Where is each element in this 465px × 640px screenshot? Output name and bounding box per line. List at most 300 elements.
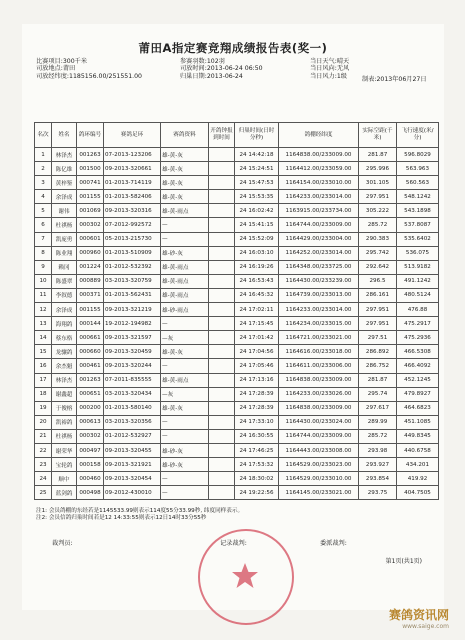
- cell-clock-time: [209, 260, 235, 274]
- table-row: [35, 415, 439, 429]
- cell-distance: 285.72: [359, 218, 397, 232]
- release-label: 司放时间:: [180, 65, 207, 73]
- cell-rank: 19: [35, 401, 52, 415]
- cell-arrival-time: 24 15:24:51: [235, 162, 279, 176]
- cell-speed: 451.1085: [397, 415, 439, 429]
- cell-band: 07-2012-992572: [104, 218, 161, 232]
- cell-arrival-time: 24 15:52:09: [235, 232, 279, 246]
- cell-distance: 301.105: [359, 176, 397, 190]
- table-row: [35, 232, 439, 246]
- cell-rank: 8: [35, 246, 52, 260]
- cell-arrival-time: 24 17:05:46: [235, 359, 279, 373]
- cell-coordinates: 1164744.00/233009.00: [279, 429, 359, 443]
- cell-speed: 440.6758: [397, 443, 439, 457]
- table-row: [35, 458, 439, 472]
- cell-band: 09-2013-321921: [104, 458, 161, 472]
- cell-profile: 雄-黄-雨点: [161, 260, 209, 274]
- cell-band: 01-2013-580140: [104, 401, 161, 415]
- cell-ring-no: 001263: [77, 373, 104, 387]
- cell-name: 杜祺杨: [52, 429, 77, 443]
- cell-profile: —: [161, 429, 209, 443]
- cell-clock-time: [209, 401, 235, 415]
- cell-distance: 297.51: [359, 331, 397, 345]
- cell-ring-no: 000302: [77, 218, 104, 232]
- cell-distance: 293.98: [359, 443, 397, 457]
- commissioner-signature: 委派裁判:: [320, 540, 347, 547]
- cell-coordinates: 1164233.00/233026.00: [279, 387, 359, 401]
- cell-distance: 295.74: [359, 387, 397, 401]
- cell-name: 林泽杰: [52, 148, 77, 162]
- cell-name: 凯庞勇: [52, 232, 77, 246]
- cell-band: 09-2013-320455: [104, 443, 161, 457]
- cell-profile: —: [161, 415, 209, 429]
- cell-arrival-time: 24 16:53:43: [235, 274, 279, 288]
- cell-speed: 466.4092: [397, 359, 439, 373]
- cell-arrival-time: 24 16:30:55: [235, 429, 279, 443]
- cell-name: 杜祺杨: [52, 218, 77, 232]
- cell-coordinates: 1164430.00/233239.00: [279, 274, 359, 288]
- cell-profile: —: [161, 317, 209, 331]
- cell-rank: 20: [35, 415, 52, 429]
- cell-name: 谢荣华: [52, 443, 77, 457]
- cell-rank: 3: [35, 176, 52, 190]
- cell-arrival-time: 24 17:28:39: [235, 387, 279, 401]
- table-row: [35, 331, 439, 345]
- cell-coordinates: 1164529.00/233023.00: [279, 458, 359, 472]
- cell-clock-time: [209, 246, 235, 260]
- cell-band: 09-2013-320454: [104, 472, 161, 486]
- cell-name: 黄梓鉴: [52, 176, 77, 190]
- cell-name: 赖冈: [52, 260, 77, 274]
- cell-speed: 476.88: [397, 303, 439, 317]
- cell-ring-no: 001224: [77, 260, 104, 274]
- col-header-arrival-time: 归巢时间(日时分秒): [235, 123, 279, 148]
- cell-band: 01-2012-532392: [104, 260, 161, 274]
- cell-band: 09-2013-321597: [104, 331, 161, 345]
- cell-ring-no: 000497: [77, 443, 104, 457]
- cell-clock-time: [209, 288, 235, 302]
- cell-distance: 285.72: [359, 429, 397, 443]
- cell-coordinates: 1164838.00/233009.00: [279, 148, 359, 162]
- cell-speed: 475.2936: [397, 331, 439, 345]
- weather-value: 晴天: [336, 58, 350, 65]
- cell-speed: 479.8927: [397, 387, 439, 401]
- cell-arrival-time: 24 16:19:26: [235, 260, 279, 274]
- cell-distance: 295.742: [359, 246, 397, 260]
- cell-name: 谢鑫超: [52, 387, 77, 401]
- cell-speed: 480.5124: [397, 288, 439, 302]
- cell-arrival-time: 24 15:47:53: [235, 176, 279, 190]
- cell-distance: 289.99: [359, 415, 397, 429]
- cell-ring-no: 000651: [77, 387, 104, 401]
- cell-rank: 25: [35, 486, 52, 500]
- cell-band: 03-2013-320434: [104, 387, 161, 401]
- cell-band: 01-2013-582406: [104, 190, 161, 204]
- col-header-coordinates: 鸽棚经纬度: [279, 123, 359, 148]
- cell-rank: 14: [35, 331, 52, 345]
- cell-coordinates: 1164529.00/233010.00: [279, 472, 359, 486]
- cell-distance: 293.854: [359, 472, 397, 486]
- table-row: [35, 176, 439, 190]
- cell-profile: 雄-砂-灰: [161, 443, 209, 457]
- cell-distance: 293.75: [359, 486, 397, 500]
- table-row: [35, 373, 439, 387]
- cell-rank: 10: [35, 274, 52, 288]
- cell-clock-time: [209, 373, 235, 387]
- cell-ring-no: 001263: [77, 148, 104, 162]
- table-row: [35, 317, 439, 331]
- place-label: 司放地点:: [36, 65, 63, 73]
- cell-arrival-time: 24 17:01:42: [235, 331, 279, 345]
- weather-label: 当日天气:: [310, 58, 337, 65]
- cell-clock-time: [209, 458, 235, 472]
- cell-coordinates: 1164611.00/233006.00: [279, 359, 359, 373]
- wind-value: 无风: [336, 65, 350, 73]
- cell-coordinates: 1164739.00/233013.00: [279, 288, 359, 302]
- cell-distance: 281.87: [359, 373, 397, 387]
- cell-distance: 286.752: [359, 359, 397, 373]
- cell-name: 余泽成: [52, 303, 77, 317]
- cell-arrival-time: 24 17:33:10: [235, 415, 279, 429]
- cell-profile: —: [161, 359, 209, 373]
- cell-profile: 雄-黄-雨点: [161, 204, 209, 218]
- cell-clock-time: [209, 190, 235, 204]
- cell-speed: 543.1898: [397, 204, 439, 218]
- cell-name: 谢伟: [52, 204, 77, 218]
- cell-speed: 513.9182: [397, 260, 439, 274]
- cell-name: 李叙德: [52, 288, 77, 302]
- cell-coordinates: 1164721.00/233021.00: [279, 331, 359, 345]
- col-header-rank: 名次: [35, 123, 52, 148]
- col-header-name: 姓名: [52, 123, 77, 148]
- cell-arrival-time: 24 19:22:56: [235, 486, 279, 500]
- cell-ring-no: 000960: [77, 246, 104, 260]
- col-header-ring-no: 鸽环编号: [77, 123, 104, 148]
- results-table: [34, 122, 439, 500]
- report-title: 莆田A指定赛竞翔成绩报告表(奖一): [138, 41, 328, 55]
- cell-name: 顺中: [52, 472, 77, 486]
- recorder-signature: 记录裁判:: [220, 540, 247, 547]
- cell-arrival-time: 24 17:28:39: [235, 401, 279, 415]
- cell-band: 09-2012-430010: [104, 486, 161, 500]
- cell-profile: 雄-黄-灰: [161, 162, 209, 176]
- cell-ring-no: 000302: [77, 429, 104, 443]
- cell-band: 09-2013-320661: [104, 162, 161, 176]
- cell-arrival-time: 24 16:03:10: [235, 246, 279, 260]
- cell-name: 蓝剑鸽: [52, 486, 77, 500]
- cell-band: 09-2013-320316: [104, 204, 161, 218]
- cell-profile: 雄-黄-雨点: [161, 288, 209, 302]
- cell-clock-time: [209, 218, 235, 232]
- cell-ring-no: 000661: [77, 331, 104, 345]
- cell-speed: 419.92: [397, 472, 439, 486]
- cell-ring-no: 000460: [77, 472, 104, 486]
- cell-name: 余杰魁: [52, 359, 77, 373]
- report-date-value: 2013年06月27日: [376, 76, 427, 83]
- count-value: 102羽: [206, 58, 225, 65]
- cell-band: 19-2012-194982: [104, 317, 161, 331]
- table-row: [35, 443, 439, 457]
- cell-rank: 4: [35, 190, 52, 204]
- cell-arrival-time: 24 16:45:32: [235, 288, 279, 302]
- cell-speed: 536.075: [397, 246, 439, 260]
- cell-name: 龙骧鸽: [52, 345, 77, 359]
- cell-rank: 9: [35, 260, 52, 274]
- table-row: [35, 274, 439, 288]
- cell-ring-no: 000601: [77, 232, 104, 246]
- cell-ring-no: 000613: [77, 415, 104, 429]
- cell-arrival-time: 24 17:02:11: [235, 303, 279, 317]
- cell-coordinates: 1164744.00/233009.00: [279, 218, 359, 232]
- cell-rank: 21: [35, 429, 52, 443]
- cell-coordinates: 1164838.00/233009.00: [279, 401, 359, 415]
- cell-profile: 雄-砂-雨点: [161, 303, 209, 317]
- seal-star-icon: [230, 561, 260, 591]
- cell-clock-time: [209, 331, 235, 345]
- cell-speed: 434.201: [397, 458, 439, 472]
- place-value: 莆田: [62, 65, 76, 73]
- cell-speed: 404.7505: [397, 486, 439, 500]
- cell-arrival-time: 24 17:04:56: [235, 345, 279, 359]
- cell-name: 陈盛翠: [52, 274, 77, 288]
- table-header-row: [35, 123, 439, 148]
- cell-ring-no: 001155: [77, 190, 104, 204]
- cell-ring-no: 000461: [77, 359, 104, 373]
- race-meta-mid: [180, 58, 263, 80]
- cell-distance: 296.5: [359, 274, 397, 288]
- cell-band: 05-2013-215730: [104, 232, 161, 246]
- cell-band: 01-2013-510909: [104, 246, 161, 260]
- cell-rank: 7: [35, 232, 52, 246]
- cell-distance: 305.222: [359, 204, 397, 218]
- cell-arrival-time: 24 17:13:16: [235, 373, 279, 387]
- table-row: [35, 429, 439, 443]
- cell-coordinates: 1164348.00/233725.00: [279, 260, 359, 274]
- cell-clock-time: [209, 486, 235, 500]
- cell-distance: 290.383: [359, 232, 397, 246]
- cell-speed: 563.963: [397, 162, 439, 176]
- cell-ring-no: 000144: [77, 317, 104, 331]
- cell-arrival-time: 24 17:46:25: [235, 443, 279, 457]
- cell-clock-time: [209, 176, 235, 190]
- cell-distance: 292.642: [359, 260, 397, 274]
- report-date: [362, 74, 427, 83]
- count-label: 参赛羽数:: [180, 58, 207, 65]
- cell-coordinates: 1164234.00/233015.00: [279, 317, 359, 331]
- cell-ring-no: 000889: [77, 274, 104, 288]
- cell-band: 03-2013-320356: [104, 415, 161, 429]
- cell-clock-time: [209, 232, 235, 246]
- col-header-clock-time: 开鸽钟报到时间: [209, 123, 235, 148]
- cell-distance: 286.161: [359, 288, 397, 302]
- cell-speed: 548.1242: [397, 190, 439, 204]
- cell-speed: 535.6402: [397, 232, 439, 246]
- report-sheet: [22, 24, 444, 610]
- cell-profile: 雄-黄-灰: [161, 176, 209, 190]
- cell-rank: 12: [35, 303, 52, 317]
- table-row: [35, 148, 439, 162]
- cell-band: 09-2013-321219: [104, 303, 161, 317]
- cell-clock-time: [209, 359, 235, 373]
- cell-coordinates: 1164443.00/233008.00: [279, 443, 359, 457]
- col-header-band: 赛鸽足环: [104, 123, 161, 148]
- cell-clock-time: [209, 148, 235, 162]
- cell-clock-time: [209, 162, 235, 176]
- cell-profile: 雄-黄-灰: [161, 190, 209, 204]
- cell-profile: 雄-砂-灰: [161, 246, 209, 260]
- cell-name: 海翔鸽: [52, 317, 77, 331]
- cell-name: 陈业翔: [52, 246, 77, 260]
- cell-profile: —: [161, 218, 209, 232]
- cell-profile: —: [161, 486, 209, 500]
- cell-coordinates: 1164233.00/233014.00: [279, 190, 359, 204]
- footnote-2: 注2: 会员信鸽归巢时间若是12 14:33:55则表示12日14时33分55秒: [36, 515, 207, 521]
- table-body: [35, 148, 439, 500]
- page-number: 第1页(共1页): [385, 558, 422, 565]
- watermark-url: www.saige.com: [402, 623, 449, 630]
- cell-arrival-time: 24 15:41:15: [235, 218, 279, 232]
- cell-coordinates: 1164616.00/233018.00: [279, 345, 359, 359]
- cell-ring-no: 000158: [77, 458, 104, 472]
- cell-band: 09-2013-320244: [104, 359, 161, 373]
- cell-speed: 596.8029: [397, 148, 439, 162]
- cell-name: 余泽成: [52, 190, 77, 204]
- table-row: [35, 303, 439, 317]
- cell-coordinates: 1164838.00/233009.00: [279, 373, 359, 387]
- cell-ring-no: 000200: [77, 401, 104, 415]
- table-row: [35, 260, 439, 274]
- cell-profile: 雄-黄-灰: [161, 148, 209, 162]
- official-seal-stamp: [198, 529, 294, 625]
- cell-speed: 449.8345: [397, 429, 439, 443]
- watermark: [389, 606, 449, 630]
- cell-profile: 雄-黄-灰: [161, 401, 209, 415]
- cell-ring-no: 001500: [77, 162, 104, 176]
- cell-profile: —灰: [161, 387, 209, 401]
- cell-name: 林泽杰: [52, 373, 77, 387]
- cell-coordinates: 1164154.00/233010.00: [279, 176, 359, 190]
- watermark-brand: 赛鸽资讯网: [388, 608, 449, 622]
- table-row: [35, 288, 439, 302]
- cell-speed: 475.2917: [397, 317, 439, 331]
- coord-value: 1185156.00/251551.00: [69, 72, 142, 80]
- race-meta-left: [36, 58, 142, 80]
- cell-band: 01-2013-714119: [104, 176, 161, 190]
- cell-arrival-time: 24 18:30:02: [235, 472, 279, 486]
- cell-rank: 18: [35, 387, 52, 401]
- cell-band: 07-2013-123206: [104, 148, 161, 162]
- release-value: 2013-06-24 06:50: [206, 65, 263, 73]
- cell-ring-no: 000498: [77, 486, 104, 500]
- cell-rank: 5: [35, 204, 52, 218]
- cell-name: 宝轮鸽: [52, 458, 77, 472]
- cell-ring-no: 001155: [77, 303, 104, 317]
- cell-speed: 491.1242: [397, 274, 439, 288]
- cell-speed: 464.6823: [397, 401, 439, 415]
- cell-coordinates: 1164429.00/233004.00: [279, 232, 359, 246]
- table-row: [35, 401, 439, 415]
- table-row: [35, 218, 439, 232]
- cell-distance: 286.892: [359, 345, 397, 359]
- cell-rank: 15: [35, 345, 52, 359]
- footnote-1: 注1: 会员鸽棚的东经若是1145533.99则表示114度55分33.99秒, 纬度同样表示。: [36, 508, 244, 514]
- cell-band: 07-2011-835555: [104, 373, 161, 387]
- cell-coordinates: 1164412.00/233059.00: [279, 162, 359, 176]
- cell-rank: 23: [35, 458, 52, 472]
- table-row: [35, 472, 439, 486]
- cell-ring-no: 000660: [77, 345, 104, 359]
- cell-profile: 雄-砂-灰: [161, 458, 209, 472]
- cell-rank: 11: [35, 288, 52, 302]
- cell-coordinates: 1164145.00/233021.00: [279, 486, 359, 500]
- table-row: [35, 190, 439, 204]
- cell-rank: 2: [35, 162, 52, 176]
- cell-name: 于俊榕: [52, 401, 77, 415]
- cell-name: 凯裕鸽: [52, 415, 77, 429]
- cell-distance: 297.951: [359, 303, 397, 317]
- cell-clock-time: [209, 415, 235, 429]
- cell-arrival-time: 24 17:15:45: [235, 317, 279, 331]
- table-row: [35, 359, 439, 373]
- wind-label: 当日风向:: [310, 65, 337, 73]
- cell-clock-time: [209, 429, 235, 443]
- cell-name: 陈亿维: [52, 162, 77, 176]
- cell-name: 蔡东格: [52, 331, 77, 345]
- cell-clock-time: [209, 387, 235, 401]
- cell-band: 09-2013-320459: [104, 345, 161, 359]
- footnotes: [36, 508, 243, 522]
- race-value: 300千米: [62, 58, 88, 65]
- col-header-distance: 实际空距(千米): [359, 123, 397, 148]
- cell-arrival-time: 24 14:42:18: [235, 148, 279, 162]
- cell-distance: 295.996: [359, 162, 397, 176]
- cell-clock-time: [209, 472, 235, 486]
- col-header-profile: 赛鸽资料: [161, 123, 209, 148]
- cell-rank: 17: [35, 373, 52, 387]
- col-header-speed: 飞行速度(米/分): [397, 123, 439, 148]
- cell-distance: 297.951: [359, 190, 397, 204]
- cell-coordinates: 1164430.00/233024.00: [279, 415, 359, 429]
- cell-arrival-time: 24 17:53:32: [235, 458, 279, 472]
- cell-coordinates: 1163915.00/233734.00: [279, 204, 359, 218]
- cell-band: 03-2013-320759: [104, 274, 161, 288]
- race-meta-right: [310, 58, 349, 80]
- table-row: [35, 345, 439, 359]
- cell-speed: 466.5308: [397, 345, 439, 359]
- return-value: 2013-06-24: [206, 72, 243, 80]
- cell-clock-time: [209, 317, 235, 331]
- cell-ring-no: 001069: [77, 204, 104, 218]
- cell-profile: —灰: [161, 331, 209, 345]
- cell-rank: 6: [35, 218, 52, 232]
- table-row: [35, 246, 439, 260]
- cell-profile: 雄-黄-灰: [161, 345, 209, 359]
- cell-arrival-time: 24 16:02:42: [235, 204, 279, 218]
- cell-profile: —: [161, 472, 209, 486]
- cell-distance: 297.951: [359, 317, 397, 331]
- wind-force-value: 1级: [336, 72, 347, 80]
- cell-coordinates: 1164252.00/233014.00: [279, 246, 359, 260]
- cell-arrival-time: 24 15:53:35: [235, 190, 279, 204]
- cell-ring-no: 000371: [77, 288, 104, 302]
- cell-distance: 297.617: [359, 401, 397, 415]
- cell-profile: 雄-黄-雨点: [161, 373, 209, 387]
- race-label: 比赛项目:: [36, 58, 63, 65]
- cell-clock-time: [209, 443, 235, 457]
- cell-profile: 雄-黄-雨点: [161, 274, 209, 288]
- cell-coordinates: 1164233.00/233014.00: [279, 303, 359, 317]
- cell-clock-time: [209, 204, 235, 218]
